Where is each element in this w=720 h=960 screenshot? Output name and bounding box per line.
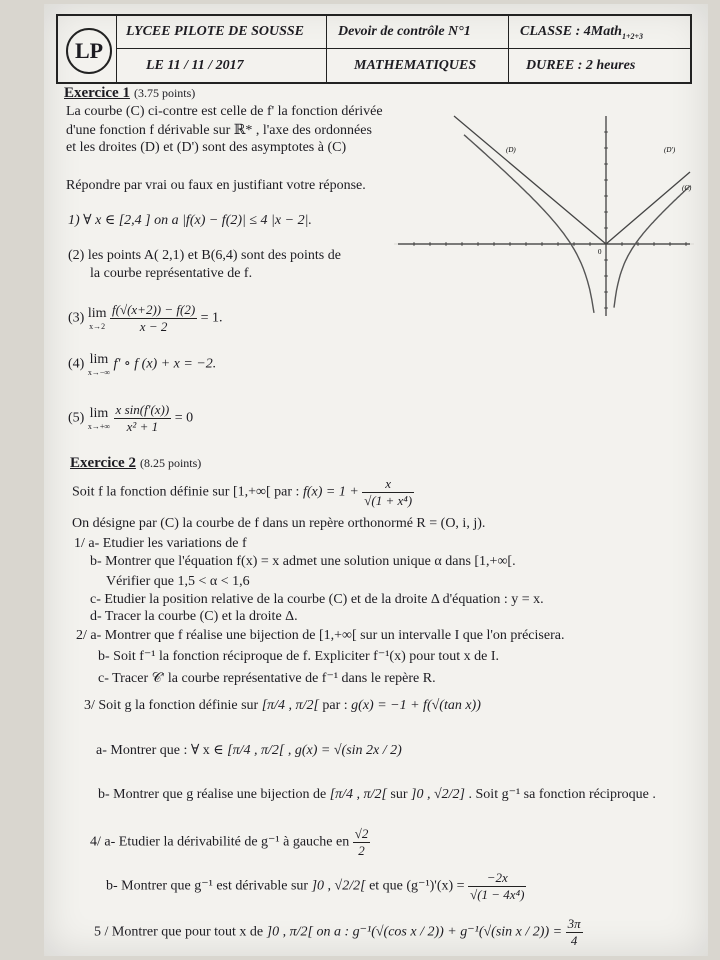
exercise1-heading <box>64 84 195 102</box>
ex2-5: 5 / Montrer que pour tout x de ]0 , π/2[ on a : g⁻¹(√(cos x / 2)) + g⁻¹(√(sin x / 2)) = $\frac{3\pi}{4}$ <box>94 916 581 948</box>
exam-sheet <box>44 4 708 956</box>
curve-C-left-branch <box>464 135 594 313</box>
ex2-1b-verify: Vérifier que 1,5 < α < 1,6 <box>106 574 250 589</box>
exam-title: Devoir de contrôle N°1 <box>338 24 471 39</box>
school-name: LYCEE PILOTE DE SOUSSE <box>126 24 305 39</box>
exercise1-points: (3.75 points) <box>133 86 196 100</box>
ex1-intro-line1: La courbe (C) ci-contre est celle de f' la fonction dérivée <box>66 104 383 119</box>
ex2-1b: b- Montrer que l'équation f(x) = x admet une solution unique α dans [1,+∞[. <box>90 554 516 569</box>
ex1-question2-line1: (2) les points A( 2,1) et B(6,4) sont des points de <box>68 248 341 263</box>
logo-cell <box>58 16 117 82</box>
exercise1-title: Exercice 1 <box>64 85 130 101</box>
duration: DUREE : 2 heures <box>526 58 636 73</box>
label-D: (D) <box>506 146 516 154</box>
ex2-repere: On désigne par (C) la courbe de f dans un repère orthonormé R = (O, i, j). <box>72 516 486 531</box>
exercise2-points: (8.25 points) <box>139 456 202 470</box>
ex2-2b: b- Soit f⁻¹ la fonction réciproque de f. Expliciter f⁻¹(x) pour tout x de I. <box>98 649 500 664</box>
ex1-question5: (5) lim x→+∞ $\frac{\text{x sin(f'(x))}}{\text{x² + 1}}$ = 0 <box>68 402 194 434</box>
ex1-question4: (4) lim x→−∞ f' ∘ f (x) + x = −2. <box>68 352 217 377</box>
ex2-4b: b- Montrer que g⁻¹ est dérivable sur ]0 , √2/2[ et que (g⁻¹)'(x) = $\frac{-2x}{\text{√(1 − 4x⁴)}}$ <box>106 870 525 902</box>
ex2-3a: a- Montrer que : ∀ x ∈ [π/4 , π/2[ , g(x) = √(sin 2x / 2) <box>96 743 402 758</box>
ex2-2c: c- Tracer 𝒞' la courbe représentative de f⁻¹ dans le repère R. <box>98 671 436 686</box>
ex1-question3: (3) lim x→2 $\frac{f(√(x+2)) - f(2)}{x - 2}$ = 1. <box>68 302 223 334</box>
ex2-1c: c- Etudier la position relative de la courbe (C) et de la droite Δ d'équation : y = x. <box>90 592 544 607</box>
ex2-1a: 1/ a- Etudier les variations de f <box>74 536 247 551</box>
ex2-2a: 2/ a- Montrer que f réalise une bijection de [1,+∞[ sur un intervalle I que l'on précisera. <box>76 628 565 643</box>
school-logo: LP <box>66 28 112 74</box>
ex2-3-definition: 3/ Soit g la fonction définie sur [π/4 , π/2[ par : g(x) = −1 + f(√(tan x)) <box>84 698 481 713</box>
exercise2-title: Exercice 2 <box>70 455 136 471</box>
ex1-intro-line3: et les droites (D) et (D') sont des asymptotes à (C) <box>66 140 347 155</box>
ex1-question2-line2: la courbe représentative de f. <box>90 266 253 281</box>
ex2-3b: b- Montrer que g réalise une bijection de [π/4 , π/2[ sur ]0 , √2/2] . Soit g⁻¹ sa fonction réciproque . <box>98 787 656 802</box>
graph-origin: 0 <box>598 248 602 256</box>
asymptote-D-prime <box>606 172 690 244</box>
ex2-definition: Soit f la fonction définie sur [1,+∞[ par : f(x) = 1 + $\frac{x}{\text{√(1 + x⁴)}}$ <box>72 476 413 508</box>
subject-name: MATHEMATIQUES <box>354 58 477 73</box>
asymptote-D <box>454 116 606 244</box>
ex1-instruction: Répondre par vrai ou faux en justifiant votre réponse. <box>66 178 366 193</box>
exam-date: LE 11 / 11 / 2017 <box>146 58 244 73</box>
ex2-1d: d- Tracer la courbe (C) et la droite Δ. <box>90 609 298 624</box>
label-C: (C) <box>682 184 692 192</box>
exercise2-heading <box>70 454 201 472</box>
derivative-graph <box>394 108 694 318</box>
label-D-prime: (D') <box>664 146 676 154</box>
ex1-question1: 1) ∀ x ∈ [2,4 ] on a |f(x) − f(2)| ≤ 4 |x − 2|. <box>68 213 312 228</box>
exam-header <box>56 14 692 84</box>
ex1-intro-line2: d'une fonction f dérivable sur ℝ* , l'axe des ordonnées <box>66 123 372 138</box>
ex2-4a: 4/ a- Etudier la dérivabilité de g⁻¹ à gauche en $\frac{√2}{2}$ <box>90 826 369 858</box>
class-label: CLASSE : 4Math$_{1+2+3}$ <box>520 24 644 41</box>
header-row-divider <box>116 48 690 49</box>
